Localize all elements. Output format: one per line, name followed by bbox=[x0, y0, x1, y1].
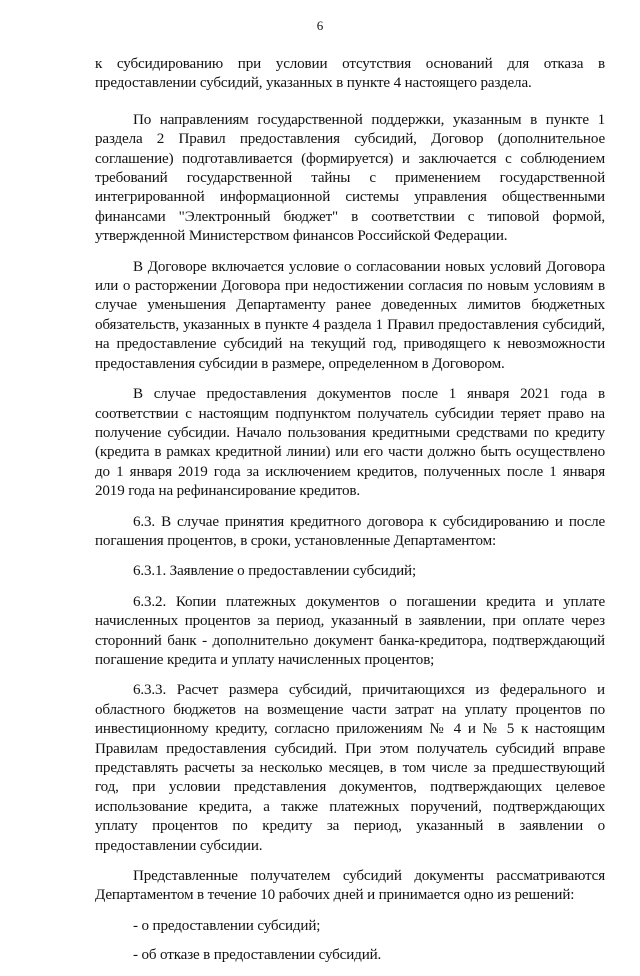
document-body bbox=[95, 55, 605, 976]
paragraph-item-6-3-2: 6.3.2. Копии платежных документов о погашении кредита и уплате начисленных процентов за период, указанный в заявлении, при оплате через сторонний банк - дополнительно документ банка-кредитора, подтверждающий погашение кредита и уплату начисленных процентов; bbox=[95, 593, 605, 668]
page-number: 6 bbox=[316, 18, 324, 33]
paragraph-review: Представленные получателем субсидий документы рассматриваются Департаментом в течение 10 рабочих дней и принимается одно из решений: bbox=[95, 868, 605, 904]
paragraph-item-6-3-1: 6.3.1. Заявление о предоставлении субсидий; bbox=[133, 563, 416, 580]
paragraph-item-6-3-3: 6.3.3. Расчет размера субсидий, причитающихся из федерального и областного бюджетов на возмещение части затрат на уплату процентов по инвестиционному кредиту, согласно приложениям № 4 и № 5 к настоящим Правилам предоставления субсидий. При этом получатель субсидий вправе представлять расчеты за несколько месяцев, в том числе за предшествующий год, при условии представления документов, подтверждающих целевое использование кредита, а также платежных поручений, подтверждающих уплату процентов по кредиту за период, указанный в заявлении о предоставлении субсидии. bbox=[95, 682, 605, 854]
paragraph-contract-conditions: В Договоре включается условие о согласовании новых условий Договора или о расторжении Договора при недостижении согласия по новым условиям в случае уменьшения Департаменту ранее доведенных лимитов бюджетных обязательств, указанных в пункте 4 раздела 1 Правил предоставления субсидий, на предоставление субсидий на текущий год, приводящего к невозможности предоставления субсидии в размере, определенном в Договором. bbox=[95, 258, 605, 372]
list-item-grant: - о предоставлении субсидий; bbox=[133, 917, 321, 934]
paragraph-continuation: к субсидированию при условии отсутствия оснований для отказа в предоставлении субсидий, указанных в пункте 4 настоящего раздела. bbox=[95, 56, 605, 92]
list-item-refusal: - об отказе в предоставлении субсидий. bbox=[133, 947, 382, 964]
paragraph-state-support: По направлениям государственной поддержки, указанным в пункте 1 раздела 2 Правил предоставления субсидий, Договор (дополнительное соглашение) подготавливается (формируется) и заключается с соблюдением требований государственной тайны с применением государственной интегрированной информационной системы управления общественными финансами "Электронный бюджет" в соответствии с типовой формой, утвержденной Министерством финансов Российской Федерации. bbox=[95, 111, 605, 245]
paragraph-deadline: В случае предоставления документов после 1 января 2021 года в соответствии с настоящим подпунктом получатель субсидии теряет право на получение субсидии. Начало пользования кредитными средствами по кредиту (кредита в рамках кредитной линии) или его части должно быть осуществлено до 1 января 2019 года за исключением кредитов, полученных после 1 января 2019 года на рефинансирование кредитов. bbox=[95, 386, 605, 500]
paragraph-item-6-3: 6.3. В случае принятия кредитного договора к субсидированию и после погашения процентов, в сроки, установленные Департаментом: bbox=[95, 513, 605, 549]
